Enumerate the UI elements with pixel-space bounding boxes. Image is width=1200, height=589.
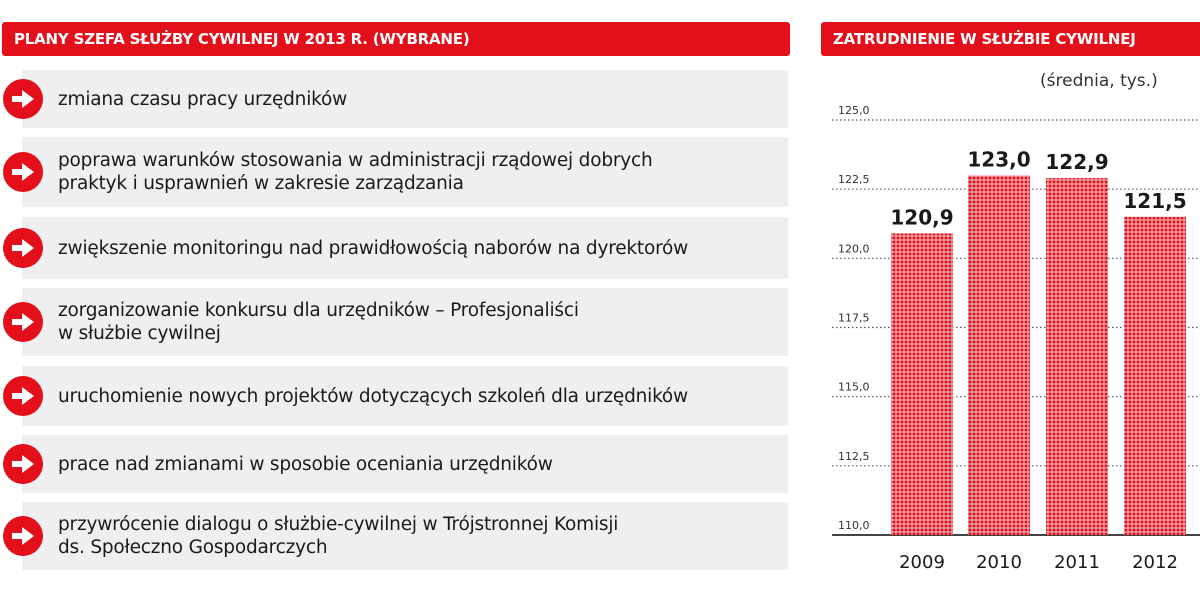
arrow-right-icon xyxy=(3,444,43,484)
arrow-right-icon xyxy=(3,302,43,342)
y-tick-label: 115,0 xyxy=(838,380,870,394)
x-tick-label: 2009 xyxy=(899,552,945,573)
list-item xyxy=(22,288,788,356)
list-item xyxy=(22,137,788,207)
plan-item-text: zorganizowanie konkursu dla urzędników – Profesjonaliści xyxy=(58,300,579,321)
y-tick-label: 117,5 xyxy=(838,311,870,325)
plan-item-text: prace nad zmianami w sposobie oceniania urzędników xyxy=(58,453,553,475)
y-tick-label: 122,5 xyxy=(838,173,870,187)
plan-item-text: zwiększenie monitoringu nad prawidłowością naborów na dyrektorów xyxy=(58,237,689,259)
chart-title: ZATRUDNIENIE W SŁUŻBIE CYWILNEJ xyxy=(821,22,1200,56)
unit-label: (średnia, tys.) xyxy=(1040,71,1158,91)
list-item xyxy=(22,435,788,493)
x-tick-label: 2012 xyxy=(1132,552,1178,573)
arrow-right-icon xyxy=(3,516,43,556)
plans-header: PLANY SZEFA SŁUŻBY CYWILNEJ W 2013 R. (WYBRANE) xyxy=(2,22,790,56)
plan-item-text: przywrócenie dialogu o służbie-cywilnej w Trójstronnej Komisji xyxy=(58,514,619,535)
plan-item-text: poprawa warunków stosowania w administracji rządowej dobrych xyxy=(58,150,653,171)
bar-2012 xyxy=(1124,217,1186,535)
bar-2011 xyxy=(1046,178,1108,535)
list-item xyxy=(22,366,788,426)
arrow-right-icon xyxy=(3,376,43,416)
x-tick-label: 2011 xyxy=(1054,552,1100,573)
x-tick-label: 2010 xyxy=(976,552,1022,573)
list-item xyxy=(22,70,788,128)
plan-item-text-cont: praktyk i usprawnień w zakresie zarządzania xyxy=(58,173,464,194)
y-tick-label: 112,5 xyxy=(838,449,870,463)
data-label: 123,0 xyxy=(967,147,1031,172)
y-tick-label: 125,0 xyxy=(838,104,870,117)
plan-item-text: uruchomienie nowych projektów dotyczących szkoleń dla urzędników xyxy=(58,385,688,407)
y-tick-label: 120,0 xyxy=(838,242,870,256)
bar-2010 xyxy=(968,175,1030,535)
list-item xyxy=(22,502,788,570)
data-label: 120,9 xyxy=(890,205,954,230)
plan-item-text: zmiana czasu pracy urzędników xyxy=(58,88,348,110)
list-item xyxy=(22,217,788,279)
bar-2009 xyxy=(891,233,953,535)
arrow-right-icon xyxy=(3,228,43,268)
plan-item-text-cont: ds. Społeczno Gospodarczych xyxy=(58,537,328,558)
bar-chart xyxy=(820,95,1200,589)
arrow-right-icon xyxy=(3,152,43,192)
data-label: 121,5 xyxy=(1123,188,1187,213)
data-label: 122,9 xyxy=(1045,150,1109,175)
y-tick-label: 110,0 xyxy=(838,519,870,532)
plan-item-text-cont: w służbie cywilnej xyxy=(58,323,221,344)
arrow-right-icon xyxy=(3,79,43,119)
